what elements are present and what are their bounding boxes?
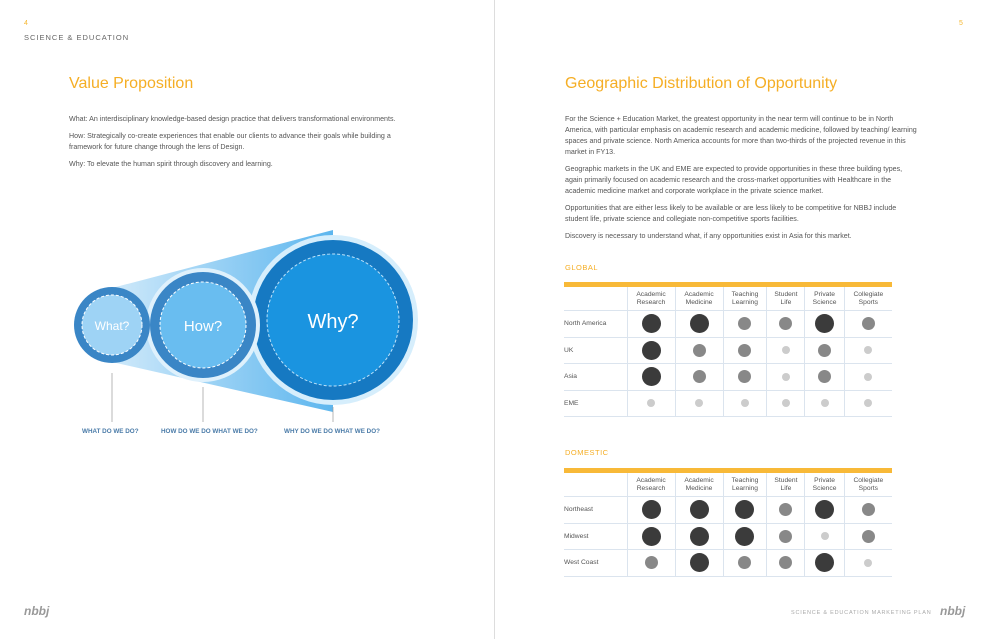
column-header-line: Academic [636,476,666,484]
paragraph: Opportunities that are either less likely to be available or are less likely to be competitive for NBBJ include student life, private science and collegiate non-competitive sports facilities. [565,204,897,223]
distribution-text [565,114,920,248]
rating-cell [675,550,723,577]
row-label: EME [564,390,627,417]
column-header [844,285,892,311]
rating-dot-level-1 [864,399,872,407]
rating-dot-level-1 [821,399,829,407]
circle-what: What? [94,319,130,333]
column-header [723,471,767,497]
paragraph: Geographic markets in the UK and EME are expected to provide opportunities in these three building types, again primarily focused on academic research and the cross-market opportunities with Healthcare in the academic medicine market and corporate workplace in the private science market. [565,165,903,195]
rating-dot-level-1 [864,346,872,354]
paragraph: What: An interdisciplinary knowledge-based design practice that delivers transformational environments. [69,115,396,123]
nbbj-logo: nbbj [940,604,966,618]
domestic-heading: DOMESTIC [565,448,609,457]
paragraph: Why: To elevate the human spirit through discovery and learning. [69,160,273,168]
column-header-line: Private [814,290,835,298]
rating-dot-level-3 [735,527,754,546]
rating-cell [627,497,675,524]
header-blank [564,471,627,497]
row-label: UK [564,337,627,364]
rating-cell [844,337,892,364]
rating-cell [805,390,844,417]
rating-cell [627,364,675,391]
column-header [805,471,844,497]
row-label: Midwest [564,523,627,550]
column-header-line: Learning [731,484,758,492]
rating-dot-level-1 [821,532,829,540]
rating-dot-level-2 [779,317,792,330]
rating-dot-level-1 [864,559,872,567]
rating-dot-level-3 [690,553,709,572]
rating-cell [767,337,805,364]
rating-cell [627,550,675,577]
rating-dot-level-3 [690,500,709,519]
label-why: WHY DO WE DO WHAT WE DO? [284,428,380,435]
rating-dot-level-1 [741,399,749,407]
row-label: Asia [564,364,627,391]
column-header-line: Science [812,298,837,306]
page-title: Value Proposition [69,75,194,92]
rating-dot-level-3 [642,367,661,386]
column-header-line: Teaching [731,290,759,298]
column-header-line: Sports [858,484,878,492]
rating-dot-level-2 [693,370,706,383]
rating-dot-level-1 [782,373,790,381]
column-header-line: Research [636,298,666,306]
row-label: Northeast [564,497,627,524]
rating-cell [844,497,892,524]
rating-cell [627,311,675,338]
rating-dot-level-3 [690,527,709,546]
column-header [844,471,892,497]
rating-cell [767,497,805,524]
rating-cell [723,390,767,417]
table-row [564,497,892,524]
rating-cell [844,550,892,577]
rating-cell [767,523,805,550]
rating-cell [675,523,723,550]
rating-dot-level-3 [642,527,661,546]
footer-text: SCIENCE & EDUCATION MARKETING PLAN [791,610,932,616]
section-header: SCIENCE & EDUCATION [24,33,130,42]
rating-cell [844,311,892,338]
rating-dot-level-2 [779,556,792,569]
rating-cell [767,390,805,417]
column-header-line: Teaching [731,476,759,484]
rating-dot-level-2 [779,503,792,516]
rating-dot-level-3 [735,500,754,519]
rating-cell [675,337,723,364]
rating-cell [805,497,844,524]
rating-dot-level-1 [864,373,872,381]
rating-cell [844,523,892,550]
column-header [805,285,844,311]
column-header-line: Collegiate [853,290,884,298]
rating-dot-level-2 [818,370,831,383]
rating-cell [723,550,767,577]
rating-dot-level-3 [642,341,661,360]
table-row [564,550,892,577]
global-table [564,282,892,417]
rating-cell [723,364,767,391]
column-header [627,285,675,311]
rating-dot-level-2 [645,556,658,569]
rating-cell [675,390,723,417]
domestic-table [564,468,892,577]
rating-cell [675,311,723,338]
rating-dot-level-2 [738,344,751,357]
value-diagram [0,0,494,639]
rating-dot-level-2 [779,530,792,543]
rating-dot-level-1 [782,346,790,354]
table-row [564,311,892,338]
rating-cell [805,311,844,338]
table-row [564,337,892,364]
column-header-line: Learning [731,298,758,306]
column-header [675,471,723,497]
column-header-line: Academic [684,476,714,484]
rating-cell [723,337,767,364]
rating-dot-level-2 [738,370,751,383]
rating-dot-level-1 [782,399,790,407]
column-header [767,471,805,497]
column-header [767,285,805,311]
rating-cell [627,337,675,364]
rating-cell [627,523,675,550]
rating-dot-level-2 [738,556,751,569]
rating-cell [767,550,805,577]
column-header-line: Science [812,484,837,492]
rating-cell [767,311,805,338]
rating-dot-level-2 [693,344,706,357]
row-label: North America [564,311,627,338]
rating-cell [805,523,844,550]
column-header [723,285,767,311]
paragraph: For the Science + Education Market, the greatest opportunity in the near term will continue to be in North America, with particular emphasis on academic research and academic medicine, followed by teaching/ learning spaces and private science. North America accounts for more than two-thirds of the projected revenue in this market in FY13. [565,115,917,156]
rating-cell [675,497,723,524]
circle-how: How? [183,318,223,335]
table-row [564,523,892,550]
rating-cell [675,364,723,391]
rating-dot-level-3 [815,500,834,519]
paragraph: Discovery is necessary to understand what, if any opportunities exist in Asia for this market. [565,232,852,240]
rating-dot-level-2 [738,317,751,330]
column-header-line: Life [780,484,792,492]
rating-dot-level-2 [862,317,875,330]
left-page [0,0,494,639]
rating-dot-level-3 [815,314,834,333]
page-number: 4 [24,20,28,27]
rating-dot-level-3 [815,553,834,572]
rating-dot-level-1 [695,399,703,407]
rating-cell [723,523,767,550]
column-header [675,285,723,311]
header-blank [564,285,627,311]
rating-dot-level-2 [862,530,875,543]
rating-cell [767,364,805,391]
column-header-line: Medicine [685,298,713,306]
rating-cell [844,390,892,417]
rating-dot-level-1 [647,399,655,407]
rating-cell [723,311,767,338]
global-heading: GLOBAL [565,263,599,272]
rating-cell [805,550,844,577]
column-header-line: Academic [684,290,714,298]
rating-cell [805,364,844,391]
circle-why: Why? [307,311,359,333]
column-header-line: Life [780,298,792,306]
rating-dot-level-2 [862,503,875,516]
column-header-line: Private [814,476,835,484]
rating-dot-level-3 [642,314,661,333]
column-header-line: Student [774,476,798,484]
label-how: HOW DO WE DO WHAT WE DO? [161,428,258,435]
rating-cell [627,390,675,417]
column-header-line: Academic [636,290,666,298]
page-number: 5 [959,20,963,27]
rating-cell [844,364,892,391]
label-what: WHAT DO WE DO? [82,428,139,435]
column-header-line: Research [636,484,666,492]
column-header-line: Student [774,290,798,298]
table-row [564,390,892,417]
column-header-line: Collegiate [853,476,884,484]
rating-dot-level-3 [642,500,661,519]
column-header [627,471,675,497]
column-header-line: Sports [858,298,878,306]
nbbj-logo: nbbj [24,604,50,618]
rating-cell [723,497,767,524]
row-label: West Coast [564,550,627,577]
rating-dot-level-2 [818,344,831,357]
table-row [564,364,892,391]
paragraph: How: Strategically co-create experiences that enable our clients to advance their goals while building a framework for future change through the lens of Design. [69,132,391,151]
rating-cell [805,337,844,364]
rating-dot-level-3 [690,314,709,333]
column-header-line: Medicine [685,484,713,492]
page-title: Geographic Distribution of Opportunity [565,75,838,92]
